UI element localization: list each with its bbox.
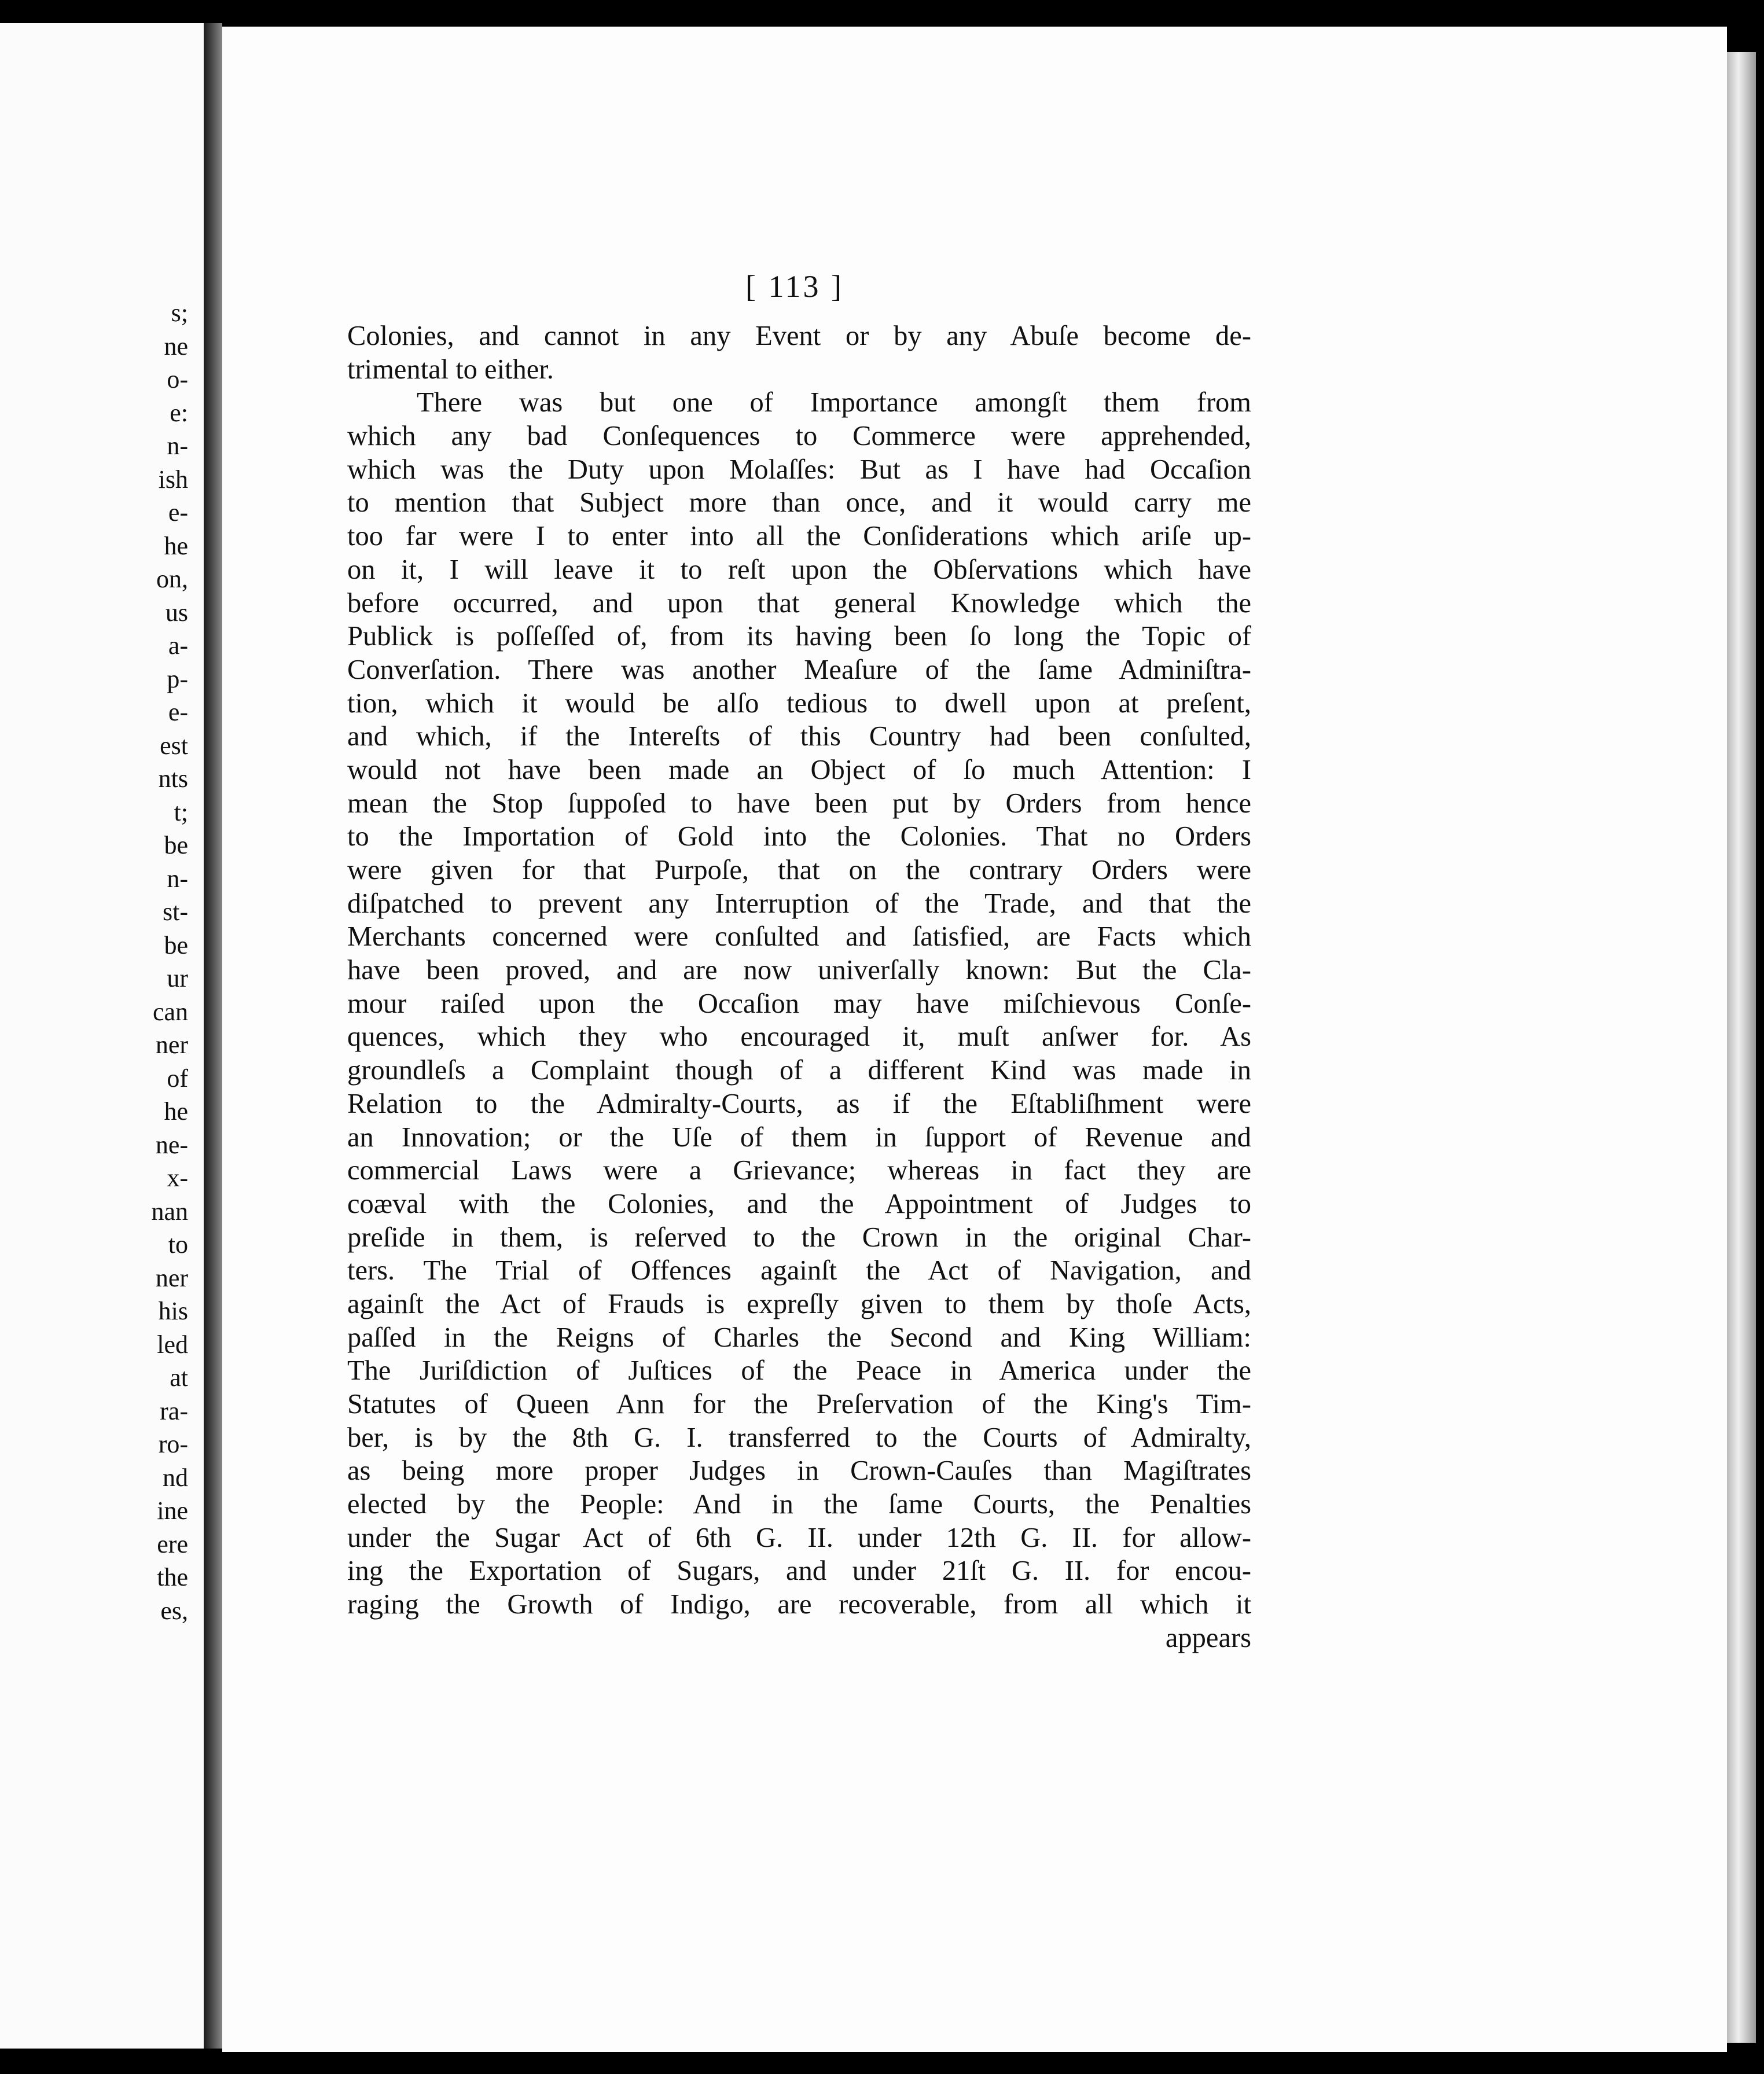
left-fragment: he (164, 531, 188, 560)
text-line: would not have been made an Object of ſo much Attention: I (347, 754, 1251, 785)
left-fragment: ra- (160, 1396, 188, 1425)
text-line: ters. The Trial of Offences againſt the Act of Navigation, and (347, 1255, 1251, 1286)
text-line: as being more proper Judges in Crown-Cauſes than Magiſtrates (347, 1455, 1251, 1487)
text-line: preſide in them, is reſerved to the Crown in the original Char- (347, 1222, 1251, 1253)
text-line: Converſation. There was another Meaſure of the ſame Adminiſtra- (347, 654, 1251, 685)
text-line: paſſed in the Reigns of Charles the Second and King William: (347, 1322, 1251, 1353)
left-fragment: e: (170, 398, 188, 427)
text-line: mean the Stop ſuppoſed to have been put by Orders from hence (347, 788, 1251, 819)
left-fragment: ere (157, 1529, 188, 1558)
text-line: Publick is poſſeſſed of, from its having been ſo long the Topic of (347, 621, 1251, 652)
left-fragment: ner (155, 1263, 188, 1292)
left-fragment: us (165, 598, 188, 627)
text-line: were given for that Purpoſe, that on the contrary Orders were (347, 855, 1251, 885)
text-line: which was the Duty upon Molaſſes: But as I have had Occaſion (347, 454, 1251, 485)
left-fragment: to (168, 1230, 188, 1259)
text-line: have been proved, and are now univerſally known: But the Cla- (347, 955, 1251, 986)
text-line: Merchants concerned were conſulted and ſatisfied, are Facts which (347, 921, 1251, 953)
text-line: againſt the Act of Frauds is expreſly given to them by thoſe Acts, (347, 1288, 1251, 1319)
left-fragment: nan (151, 1197, 188, 1226)
left-fragment: nd (163, 1463, 188, 1492)
text-line: ing the Exportation of Sugars, and under 21ſt G. II. for encou- (347, 1556, 1251, 1587)
left-fragment: he (164, 1097, 188, 1126)
left-fragment: o- (167, 365, 188, 394)
left-page-fragments (0, 296, 188, 1627)
left-fragment: e- (168, 698, 188, 726)
text-line: Statutes of Queen Ann for the Preſervation of the King's Tim- (347, 1389, 1251, 1420)
text-line: commercial Laws were a Grievance; whereas in fact they are (347, 1155, 1251, 1186)
text-line: and which, if the Intereſts of this Country had been conſulted, (347, 721, 1251, 752)
text-line: an Innovation; or the Uſe of them in ſupport of Revenue and (347, 1121, 1251, 1153)
text-line: The Juriſdiction of Juſtices of the Peace in America under the (347, 1355, 1251, 1387)
text-line: tion, which it would be alſo tedious to dwell upon at preſent, (347, 687, 1251, 719)
left-fragment: of (167, 1064, 188, 1093)
left-fragment: s; (171, 299, 188, 327)
text-line: under the Sugar Act of 6th G. II. under 12th G. II. for allow- (347, 1522, 1251, 1553)
text-line: elected by the People: And in the ſame Courts, the Penalties (347, 1489, 1251, 1520)
text-line: groundleſs a Complaint though of a different Kind was made in (347, 1055, 1251, 1086)
left-fragment: ur (167, 964, 188, 992)
left-fragment: ish (158, 465, 188, 494)
left-fragment: can (152, 997, 188, 1026)
left-fragment: n- (167, 432, 188, 460)
text-line: There was but one of Importance amongſt them from (417, 387, 1251, 418)
text-line: coæval with the Colonies, and the Appointment of Judges to (347, 1188, 1251, 1219)
left-fragment: the (157, 1563, 188, 1591)
text-line: on it, I will leave it to reſt upon the Obſervations which have (347, 554, 1251, 585)
text-line: to mention that Subject more than once, and it would carry me (347, 487, 1251, 518)
left-fragment: his (158, 1297, 188, 1325)
book-gutter (204, 23, 222, 2049)
left-fragment: es, (160, 1596, 188, 1625)
text-line: raging the Growth of Indigo, are recoverable, from all which it (347, 1589, 1251, 1620)
left-fragment: t; (174, 797, 188, 826)
left-fragment: st- (163, 898, 188, 926)
left-fragment: be (164, 831, 188, 859)
left-fragment: est (160, 731, 188, 760)
left-fragment: ner (155, 1031, 188, 1059)
text-line: trimental to either. (347, 354, 554, 385)
left-fragment: p- (167, 664, 188, 693)
left-fragment: ine (157, 1496, 188, 1525)
left-fragment: be (164, 931, 188, 959)
text-line: Relation to the Admiralty-Courts, as if the Eſtabliſhment were (347, 1088, 1251, 1119)
text-line: before occurred, and upon that general Knowledge which the (347, 587, 1251, 619)
text-line: to the Importation of Gold into the Colonies. That no Orders (347, 821, 1251, 852)
text-line: quences, which they who encouraged it, muſt anſwer for. As (347, 1021, 1251, 1053)
left-fragment: nts (158, 764, 188, 793)
left-fragment: led (157, 1330, 188, 1359)
left-fragment: x- (167, 1164, 188, 1192)
catchword: appears (1165, 1622, 1251, 1653)
left-fragment: at (170, 1363, 188, 1392)
left-fragment: ne (164, 332, 188, 361)
left-fragment: a- (168, 631, 188, 660)
left-fragment: ne- (155, 1130, 188, 1159)
text-line: mour raiſed upon the Occaſion may have miſchievous Conſe- (347, 988, 1251, 1019)
left-fragment: ro- (158, 1430, 188, 1458)
text-line: which any bad Conſequences to Commerce were apprehended, (347, 421, 1251, 452)
left-fragment: on, (156, 565, 188, 593)
text-line: Colonies, and cannot in any Event or by any Abuſe become de- (347, 321, 1251, 351)
text-line: too far were I to enter into all the Conſiderations which ariſe up- (347, 521, 1251, 552)
page-number: [ 113 ] (745, 269, 844, 304)
page-edge (1727, 52, 1756, 2043)
text-line: ber, is by the 8th G. I. transferred to the Courts of Admiralty, (347, 1422, 1251, 1453)
body-text (347, 319, 1251, 1655)
left-page (0, 23, 204, 2049)
left-fragment: n- (167, 864, 188, 893)
left-fragment: e- (168, 498, 188, 527)
text-line: diſpatched to prevent any Interruption of the Trade, and that the (347, 888, 1251, 919)
